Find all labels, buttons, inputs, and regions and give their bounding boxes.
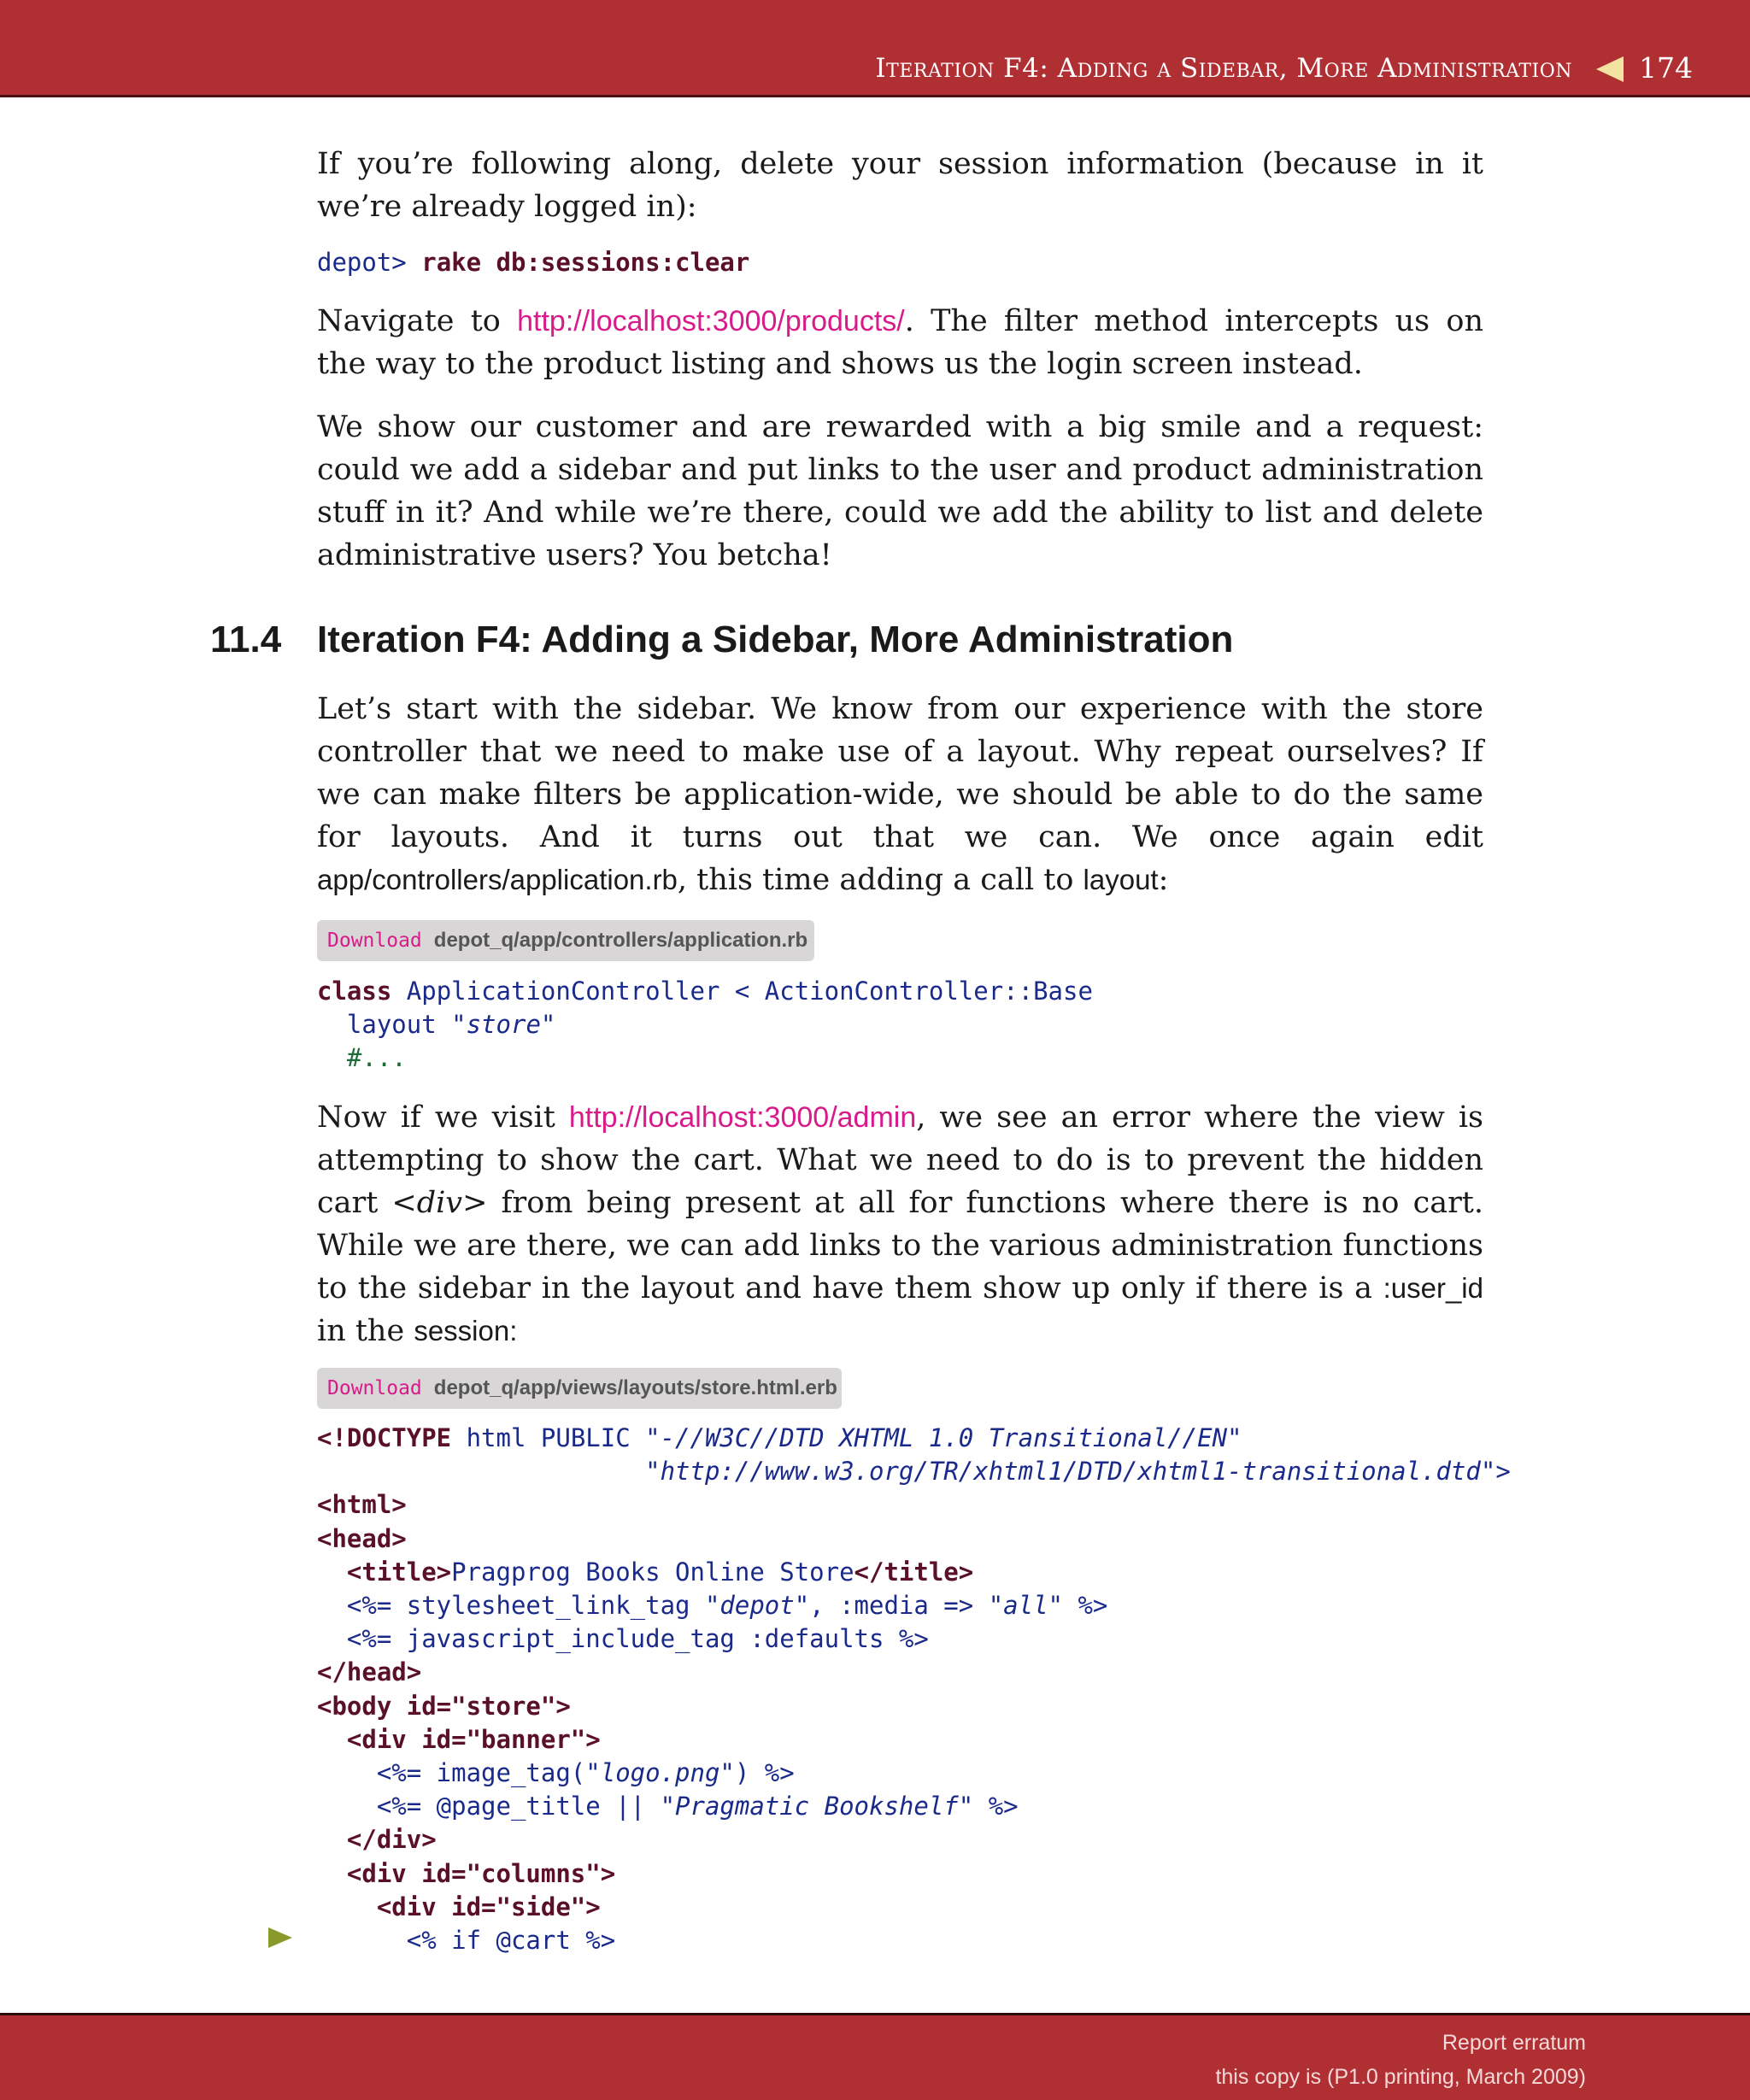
section-title: Iteration F4: Adding a Sidebar, More Administration xyxy=(317,619,1234,660)
code-text: <%= @page_title || xyxy=(317,1792,661,1821)
paragraph-customer-request: We show our customer and are rewarded with a big smile and a request: could we add a sidebar and put links to the user and product administration stuff in it? And while we’re there, could we add the ability to list and delete administrative users? You betcha! xyxy=(317,410,1483,572)
symbol-name: :user_id xyxy=(1383,1272,1483,1304)
download-bar-application[interactable] xyxy=(317,920,814,961)
code-text: <% if @cart %> xyxy=(317,1926,616,1956)
code-string: "Pragmatic Bookshelf" xyxy=(660,1792,974,1821)
paragraph-admin-error xyxy=(317,1096,1483,1352)
code-string: "http://www.w3.org/TR/xhtml1/DTD/xhtml1-transitional.dtd" xyxy=(645,1457,1496,1487)
code-tag: </title> xyxy=(854,1557,974,1587)
admin-link[interactable]: http://localhost:3000/admin xyxy=(568,1101,917,1134)
code-text: <%= image_tag( xyxy=(317,1758,586,1788)
running-title: Iteration F4: Adding a Sidebar, More Administration xyxy=(875,53,1572,84)
download-path: depot_q/app/views/layouts/store.html.erb xyxy=(433,1376,837,1399)
code-tag: <div id="columns"> xyxy=(317,1858,616,1888)
code-text: layout xyxy=(317,1010,452,1040)
text-span: Now if we visit xyxy=(317,1100,569,1135)
method-name: layout xyxy=(1083,864,1159,895)
download-label[interactable]: Download xyxy=(327,1377,422,1399)
text-span: . The filter method intercepts us on the way to the product listing and shows us the login screen instead. xyxy=(317,304,1483,381)
paragraph-navigate xyxy=(317,300,1483,385)
code-block-store-layout xyxy=(317,1422,1511,1957)
printing-info: this copy is (P1.0 printing, March 2009) xyxy=(1215,2065,1586,2089)
code-keyword: DOCTYPE xyxy=(346,1423,452,1452)
report-erratum-link[interactable]: Report erratum xyxy=(1442,2031,1586,2055)
code-tag: </head> xyxy=(317,1657,422,1687)
section-number: 11.4 xyxy=(210,619,282,660)
code-keyword: class xyxy=(317,977,392,1006)
code-text: %> xyxy=(973,1792,1019,1821)
code-text: html PUBLIC xyxy=(451,1423,646,1452)
changed-line-marker-icon xyxy=(268,1927,292,1948)
text-span: Navigate to xyxy=(317,304,518,338)
code-text: <%= stylesheet_link_tag xyxy=(317,1591,705,1621)
paragraph-session-info: If you’re following along, delete your session information (because in it we’re already logged in): xyxy=(317,147,1483,224)
code-comment: #... xyxy=(317,1043,407,1073)
code-text: ApplicationController < ActionController::Base xyxy=(391,977,1093,1006)
code-tag: </div> xyxy=(317,1825,437,1855)
page-footer xyxy=(0,2013,1750,2100)
code-tag: <html> xyxy=(317,1490,407,1520)
div-tag-text: <div> xyxy=(391,1186,488,1220)
code-tag: <div id="side"> xyxy=(317,1892,601,1921)
page-number: 174 xyxy=(1639,51,1693,85)
code-tag: <title> xyxy=(317,1557,452,1587)
text-span: Let’s start with the sidebar. We know from our experience with the store controller that we need to make use of a layout. Why repeat ourselves? If we can make filters be application-wide, we should be able to do the same for layouts. And it turns out that we can. We once again edit xyxy=(317,692,1483,854)
code-text: ) %> xyxy=(734,1758,795,1788)
paragraph-sidebar-intro xyxy=(317,688,1483,901)
file-name: app/controllers/application.rb xyxy=(317,864,678,895)
code-string: "store" xyxy=(451,1010,556,1040)
previous-page-arrow-icon[interactable] xyxy=(1596,56,1624,82)
command-line xyxy=(317,246,749,279)
code-tag: <body id="store"> xyxy=(317,1691,571,1721)
code-string: "-//W3C//DTD XHTML 1.0 Transitional//EN" xyxy=(645,1423,1242,1452)
text-span: : xyxy=(1158,863,1169,897)
text-span: , we see an error where the view is attempting to show the cart. What we need to do is to prevent the hidden cart xyxy=(317,1100,1483,1220)
download-label[interactable]: Download xyxy=(327,930,422,952)
products-link[interactable]: http://localhost:3000/products/ xyxy=(517,305,905,337)
code-indent xyxy=(317,1457,645,1486)
command-prompt: depot> xyxy=(317,248,407,277)
download-bar-store-layout[interactable] xyxy=(317,1368,842,1409)
code-text: Pragprog Books Online Store xyxy=(451,1557,854,1587)
code-tag: <! xyxy=(317,1423,347,1452)
code-text: %> xyxy=(1063,1591,1108,1621)
code-block-application xyxy=(317,975,1093,1076)
code-text: <%= javascript_include_tag :defaults %> xyxy=(317,1624,929,1654)
code-tag: <head> xyxy=(317,1523,407,1553)
code-string: "depot" xyxy=(704,1591,810,1621)
session-word: session: xyxy=(414,1315,518,1346)
download-path: depot_q/app/controllers/application.rb xyxy=(433,929,808,952)
command-text: rake db:sessions:clear xyxy=(421,248,750,277)
code-tag: <div id="banner"> xyxy=(317,1724,601,1754)
code-text: , :media => xyxy=(809,1591,989,1621)
code-string: "logo.png" xyxy=(585,1758,735,1788)
code-text: > xyxy=(1495,1457,1511,1487)
code-string: "all" xyxy=(988,1591,1063,1621)
page-header xyxy=(0,0,1750,97)
text-span: in the xyxy=(317,1314,414,1348)
text-span: , this time adding a call to xyxy=(677,863,1083,897)
text-span: from being present at all for functions where there is no cart. While we are there, we can add links to the various administration functions to the sidebar in the layout and have them show up only if there is a xyxy=(317,1186,1483,1305)
